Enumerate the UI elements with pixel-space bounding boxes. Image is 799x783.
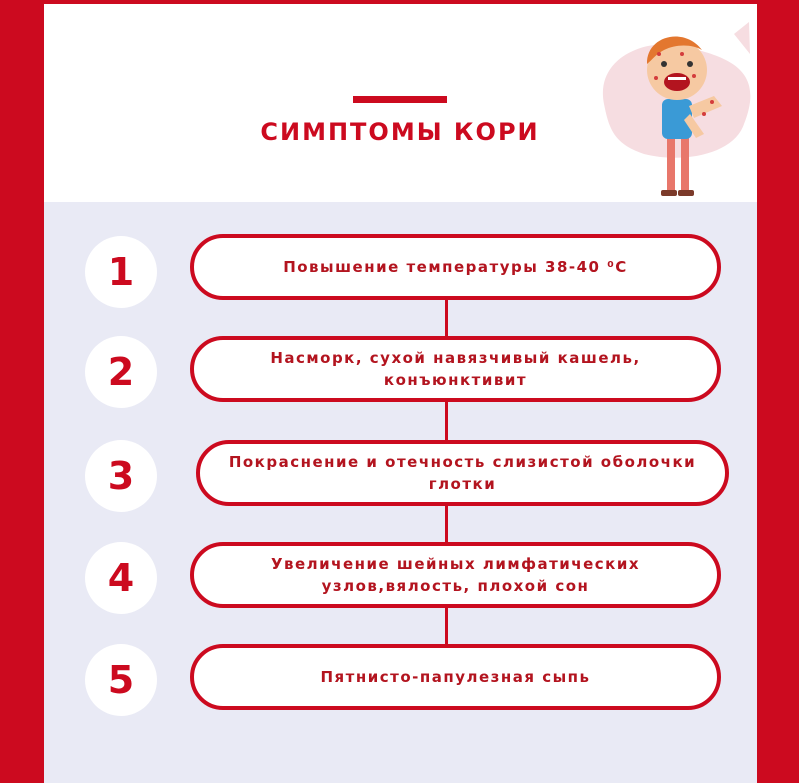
symptom-item-3: Покраснение и отечность слизистой оболочки глотки: [196, 440, 729, 506]
step-number-1: 1: [85, 236, 157, 308]
page-title: СИМПТОМЫ КОРИ: [260, 118, 540, 146]
symptom-item-1: Повышение температуры 38-40 ⁰C: [190, 234, 721, 300]
infographic-panel: [44, 4, 757, 783]
step-number-3: 3: [85, 440, 157, 512]
symptom-item-4: Увеличение шейных лимфатических узлов,вялость, плохой сон: [190, 542, 721, 608]
title-accent-bar: [353, 96, 447, 103]
symptom-item-5: Пятнисто-папулезная сыпь: [190, 644, 721, 710]
sick-child-icon: [564, 14, 757, 204]
step-number-2: 2: [85, 336, 157, 408]
step-number-4: 4: [85, 542, 157, 614]
step-number-5: 5: [85, 644, 157, 716]
symptom-item-2: Насморк, сухой навязчивый кашель, конъюнктивит: [190, 336, 721, 402]
